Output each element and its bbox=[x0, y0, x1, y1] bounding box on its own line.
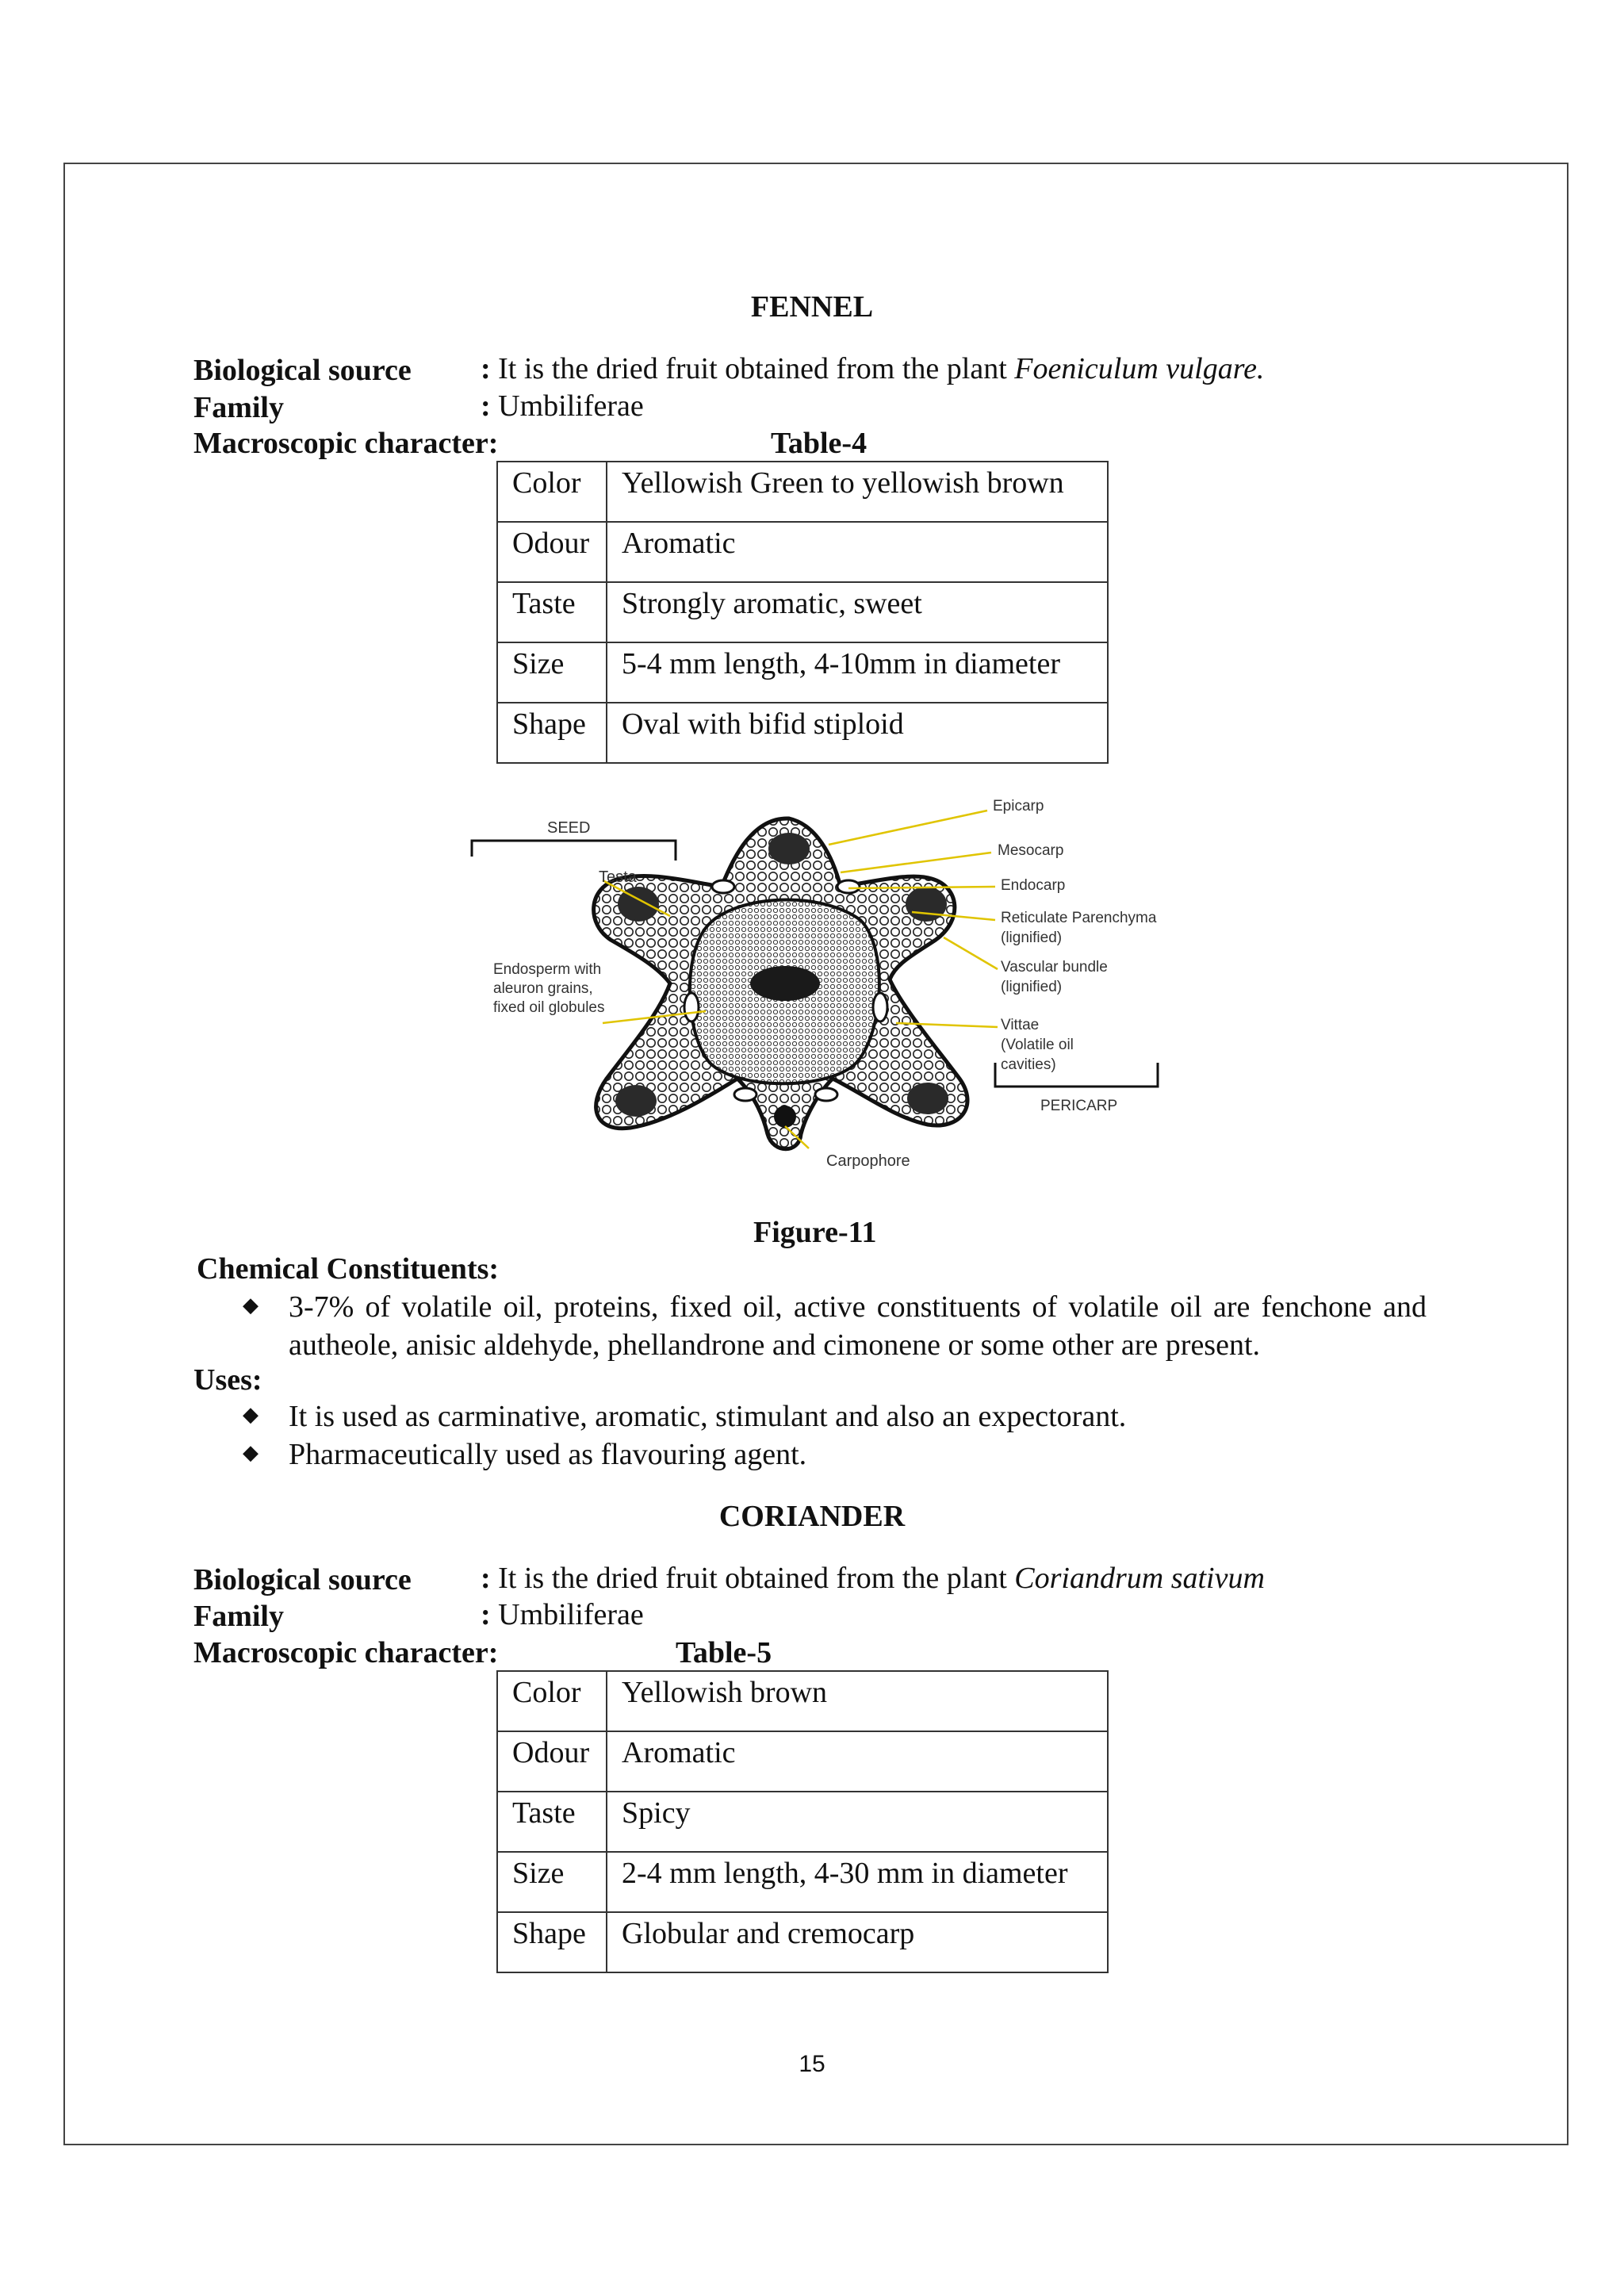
table-row bbox=[497, 1852, 1108, 1912]
list-item bbox=[243, 1435, 1427, 1474]
vascular-bundle bbox=[906, 887, 947, 922]
table-value: Strongly aromatic, sweet bbox=[607, 582, 1108, 642]
table-key: Taste bbox=[497, 1792, 607, 1852]
coriander-family-label: Family bbox=[193, 1600, 284, 1633]
vitta bbox=[815, 1088, 837, 1101]
label-endosperm-3: fixed oil globules bbox=[493, 999, 605, 1016]
table-key: Odour bbox=[497, 1731, 607, 1792]
table-row bbox=[497, 703, 1108, 763]
uses-list bbox=[243, 1397, 1427, 1474]
uses-item-text: It is used as carminative, aromatic, stimulant and also an expectorant. bbox=[289, 1400, 1127, 1433]
fennel-bio-text: It is the dried fruit obtained from the plant bbox=[498, 352, 1015, 385]
table-row bbox=[497, 582, 1108, 642]
vascular-bundle bbox=[615, 1085, 657, 1117]
coriander-macro-table bbox=[496, 1670, 1109, 1973]
uses-label: Uses: bbox=[193, 1363, 262, 1397]
table-key: Size bbox=[497, 642, 607, 703]
table-key: Odour bbox=[497, 522, 607, 582]
uses-item-text: Pharmaceutically used as flavouring agent. bbox=[289, 1438, 807, 1471]
chem-label: Chemical Constituents: bbox=[197, 1252, 500, 1286]
table-value: Spicy bbox=[607, 1792, 1108, 1852]
fennel-macro-label: Macroscopic character: bbox=[193, 427, 499, 460]
fennel-family-value bbox=[481, 389, 644, 424]
table-key: Taste bbox=[497, 582, 607, 642]
table-value: Globular and cremocarp bbox=[607, 1912, 1108, 1972]
table-row bbox=[497, 522, 1108, 582]
table-value: 5-4 mm length, 4-10mm in diameter bbox=[607, 642, 1108, 703]
coriander-family-text: Umbiliferae bbox=[498, 1598, 644, 1631]
page-number: 15 bbox=[799, 2051, 825, 2077]
chem-item-text: 3-7% of volatile oil, proteins, fixed oil, active constituents of volatile oil are fenchone and autheole, anisic aldehyde, phellandrone and cimonene or some other are present. bbox=[289, 1290, 1427, 1362]
vitta bbox=[837, 880, 860, 893]
colon: : bbox=[481, 389, 491, 423]
coriander-family-value bbox=[481, 1597, 644, 1632]
table-key: Color bbox=[497, 462, 607, 522]
table-row bbox=[497, 1671, 1108, 1731]
coriander-species: Coriandrum sativum bbox=[1014, 1562, 1265, 1595]
table-row bbox=[497, 462, 1108, 522]
carpophore bbox=[774, 1106, 796, 1128]
coriander-bio-value bbox=[481, 1561, 1265, 1596]
label-vittae-3: cavities) bbox=[1001, 1056, 1056, 1073]
label-seed: SEED bbox=[547, 819, 591, 837]
vitta bbox=[712, 880, 734, 893]
colon: : bbox=[481, 1598, 491, 1631]
fennel-heading: FENNEL bbox=[750, 290, 874, 324]
table-value: Yellowish Green to yellowish brown bbox=[607, 462, 1108, 522]
table-value: Oval with bifid stiploid bbox=[607, 703, 1108, 763]
table-row bbox=[497, 1792, 1108, 1852]
fennel-bio-label: Biological source bbox=[193, 354, 412, 387]
vitta bbox=[734, 1088, 756, 1101]
label-endocarp: Endocarp bbox=[1001, 877, 1066, 894]
coriander-heading: CORIANDER bbox=[718, 1500, 906, 1533]
table-value: Aromatic bbox=[607, 522, 1108, 582]
table-key: Shape bbox=[497, 1912, 607, 1972]
coriander-bio-text: It is the dried fruit obtained from the plant bbox=[498, 1562, 1015, 1595]
table-value: 2-4 mm length, 4-30 mm in diameter bbox=[607, 1852, 1108, 1912]
diamond-bullet-icon: ◆ bbox=[243, 1403, 259, 1426]
label-carpophore: Carpophore bbox=[826, 1152, 910, 1170]
vitta bbox=[684, 993, 699, 1022]
label-mesocarp: Mesocarp bbox=[998, 842, 1064, 859]
embryo bbox=[750, 966, 820, 1001]
vascular-bundle bbox=[907, 1083, 948, 1114]
label-reticulate-2: (lignified) bbox=[1001, 930, 1063, 946]
table-value: Aromatic bbox=[607, 1731, 1108, 1792]
chem-list bbox=[243, 1288, 1427, 1364]
table-key: Size bbox=[497, 1852, 607, 1912]
vascular-bundle bbox=[768, 833, 810, 864]
fennel-family-label: Family bbox=[193, 391, 284, 424]
table-value: Yellowish brown bbox=[607, 1671, 1108, 1731]
fennel-family-text: Umbiliferae bbox=[498, 389, 644, 423]
label-vittae-1: Vittae bbox=[1001, 1017, 1040, 1033]
table-key: Color bbox=[497, 1671, 607, 1731]
fennel-bio-value bbox=[481, 351, 1264, 386]
label-testa: Testa bbox=[599, 868, 637, 886]
coriander-table-title: Table-5 bbox=[676, 1636, 772, 1669]
table-row bbox=[497, 642, 1108, 703]
list-item bbox=[243, 1397, 1427, 1435]
seed-bracket bbox=[472, 841, 676, 861]
figure-caption: Figure-11 bbox=[753, 1216, 877, 1249]
diamond-bullet-icon: ◆ bbox=[243, 1441, 259, 1464]
fennel-cross-section-figure bbox=[468, 793, 1182, 1190]
label-vascular-2: (lignified) bbox=[1001, 979, 1063, 995]
label-vittae-2: (Volatile oil bbox=[1001, 1037, 1074, 1053]
fennel-species: Foeniculum vulgare. bbox=[1014, 352, 1265, 385]
fennel-table-title: Table-4 bbox=[771, 427, 868, 460]
vitta bbox=[873, 993, 887, 1022]
table-key: Shape bbox=[497, 703, 607, 763]
label-vascular-1: Vascular bundle bbox=[1001, 959, 1108, 976]
table-row bbox=[497, 1731, 1108, 1792]
label-pericarp: PERICARP bbox=[1040, 1098, 1118, 1114]
coriander-macro-label: Macroscopic character: bbox=[193, 1636, 499, 1669]
label-endosperm-2: aleuron grains, bbox=[493, 980, 593, 997]
label-endosperm-1: Endosperm with bbox=[493, 961, 602, 978]
fennel-macro-table bbox=[496, 461, 1109, 764]
diamond-bullet-icon: ◆ bbox=[243, 1294, 259, 1317]
label-epicarp: Epicarp bbox=[993, 798, 1044, 815]
table-row bbox=[497, 1912, 1108, 1972]
list-item bbox=[243, 1288, 1427, 1364]
colon: : bbox=[481, 352, 491, 385]
label-reticulate-1: Reticulate Parenchyma bbox=[1001, 910, 1157, 926]
coriander-bio-label: Biological source bbox=[193, 1563, 412, 1596]
colon: : bbox=[481, 1562, 491, 1595]
